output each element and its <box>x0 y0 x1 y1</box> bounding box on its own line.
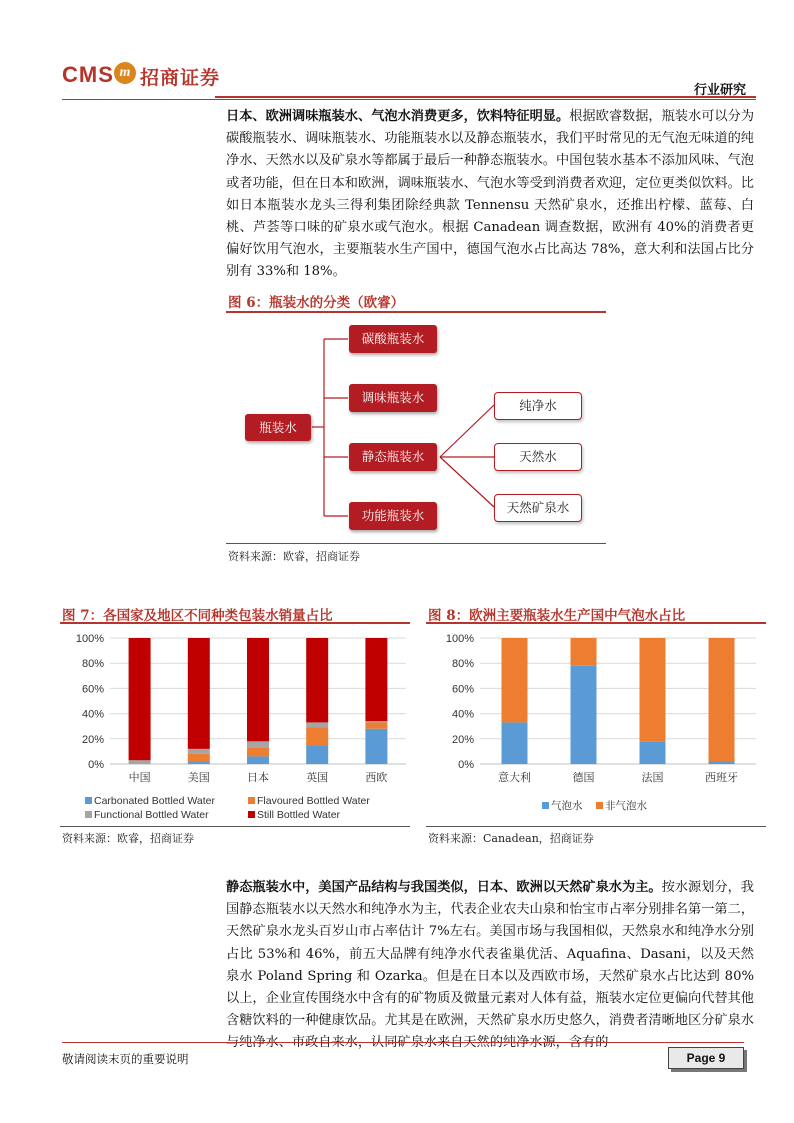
connector-mineral <box>440 457 494 507</box>
diagram-node-mineral-water: 天然矿泉水 <box>494 494 582 522</box>
bar-segment <box>306 727 328 745</box>
bar-segment <box>306 745 328 764</box>
x-tick-label: 美国 <box>187 771 210 784</box>
x-tick-label: 德国 <box>572 771 595 784</box>
y-tick-label: 60% <box>451 683 474 696</box>
bar-segment <box>502 638 528 722</box>
legend-label: Flavoured Bottled Water <box>257 795 370 807</box>
legend-label: 非气泡水 <box>605 800 647 812</box>
legend-label: Carbonated Bottled Water <box>94 795 216 807</box>
fig8-bottom-rule <box>426 826 766 827</box>
diagram-node-natural-water: 天然水 <box>494 443 582 471</box>
x-tick-label: 法国 <box>641 771 664 784</box>
legend-swatch <box>248 797 255 804</box>
legend-swatch <box>85 811 92 818</box>
logo-company-name: 招商证券 <box>140 67 221 89</box>
fig8-chart <box>426 626 766 826</box>
y-tick-label: 0% <box>88 759 104 771</box>
fig8-source: 资料来源：Canadean，招商证券 <box>428 832 594 845</box>
legend-swatch <box>248 811 255 818</box>
fig7-source: 资料来源：欧睿，招商证券 <box>62 832 194 845</box>
footer-divider <box>62 1042 744 1043</box>
header-divider <box>215 96 756 98</box>
y-tick-label: 100% <box>75 633 104 645</box>
footer-note: 敬请阅读末页的重要说明 <box>62 1052 189 1066</box>
y-tick-label: 40% <box>451 708 474 721</box>
fig8-title-rule <box>426 622 766 624</box>
logo-text: CMS <box>62 62 114 87</box>
bar-segment <box>640 638 666 741</box>
x-tick-label: 西欧 <box>365 771 388 784</box>
y-tick-label: 0% <box>458 759 474 771</box>
y-tick-label: 80% <box>451 658 474 671</box>
y-tick-label: 100% <box>445 633 474 645</box>
bar-segment <box>640 741 666 764</box>
y-tick-label: 20% <box>451 733 474 746</box>
bar-segment <box>188 749 210 754</box>
legend-label: 气泡水 <box>551 800 583 812</box>
fig6-source: 资料来源：欧睿，招商证券 <box>228 550 360 563</box>
bar-segment <box>188 638 210 749</box>
bar-segment <box>247 748 269 757</box>
bar-segment <box>365 638 387 721</box>
bar-segment <box>188 761 210 764</box>
y-tick-label: 60% <box>81 683 104 696</box>
bar-segment <box>365 729 387 764</box>
y-tick-label: 20% <box>81 733 104 746</box>
bar-segment <box>247 638 269 741</box>
diagram-node-carbonated: 碳酸瓶装水 <box>349 325 437 353</box>
connector-pure <box>440 405 494 457</box>
bar-segment <box>129 760 151 764</box>
fig7-title: 图 7：各国家及地区不同种类包装水销量占比 <box>62 608 333 624</box>
y-tick-label: 80% <box>81 658 104 671</box>
y-tick-label: 40% <box>81 708 104 721</box>
paragraph-2 <box>226 877 754 1055</box>
paragraph-1-body: 根据欧睿数据，瓶装水可以分为碳酸瓶装水、调味瓶装水、功能瓶装水以及静态瓶装水，我们平时常见的无气泡无味道的纯净水、天然水以及矿泉水等都属于最后一种静态瓶装水。中国包装水基本不添加风味、气泡或者功能，但在日本和欧洲，调味瓶装水、气泡水等受到消费者欢迎，定位更类似饮料。比如日本瓶装水龙头三得利集团除经典款 Tennensu 天然矿泉水，还推出柠檬、蓝莓、白桃、芦荟等口味的矿泉水或气泡水。根据 Canadean 调查数据，欧洲有 40%的消费者更偏好饮用气泡水，主要瓶装水生产国中，德国气泡水占比高达 78%，意大利和法国占比分别有 33%和 18%。 <box>226 109 755 280</box>
diagram-node-functional: 功能瓶装水 <box>349 502 437 530</box>
bar-segment <box>129 638 151 760</box>
bar-segment <box>306 638 328 722</box>
x-tick-label: 意大利 <box>498 771 531 784</box>
bar-segment <box>709 761 735 764</box>
fig6-bottom-rule <box>226 543 606 544</box>
diagram-node-still: 静态瓶装水 <box>349 443 437 471</box>
legend-swatch <box>85 797 92 804</box>
legend-swatch <box>596 802 603 809</box>
bar-segment <box>502 722 528 764</box>
fig7-bottom-rule <box>60 826 410 827</box>
bar-segment <box>571 638 597 666</box>
fig8-title: 图 8：欧洲主要瓶装水生产国中气泡水占比 <box>428 608 686 624</box>
x-tick-label: 中国 <box>128 771 151 784</box>
bar-segment <box>306 722 328 727</box>
bar-segment <box>188 754 210 762</box>
header-divider-thin <box>62 99 756 100</box>
legend-label: Still Bottled Water <box>257 809 341 821</box>
fig7-title-rule <box>60 622 410 624</box>
bar-segment <box>571 666 597 764</box>
legend-label: Functional Bottled Water <box>94 809 209 821</box>
diagram-node-pure-water: 纯净水 <box>494 392 582 420</box>
bar-segment <box>365 721 387 722</box>
paragraph-1 <box>226 106 754 284</box>
bar-segment <box>247 756 269 764</box>
page-number: Page 9 <box>668 1047 744 1069</box>
x-tick-label: 日本 <box>247 771 269 784</box>
paragraph-2-lead: 静态瓶装水中，美国产品结构与我国类似，日本、欧洲以天然矿泉水为主。 <box>226 880 662 895</box>
section-label: 行业研究 <box>693 83 746 98</box>
logo-badge-icon: m <box>114 62 136 84</box>
bar-segment <box>365 722 387 728</box>
legend-swatch <box>542 802 549 809</box>
paragraph-1-lead: 日本、欧洲调味瓶装水、气泡水消费更多，饮料特征明显。 <box>226 109 570 124</box>
fig6-title: 图 6：瓶装水的分类（欧睿） <box>228 295 405 311</box>
x-tick-label: 英国 <box>306 771 329 784</box>
diagram-root-node: 瓶装水 <box>245 414 311 441</box>
x-tick-label: 西班牙 <box>705 771 738 784</box>
paragraph-2-body: 按水源划分，我国静态瓶装水以天然水和纯净水为主，代表企业农夫山泉和怡宝市占率分别排名第一第二，天然矿泉水龙头百岁山市占率估计 7%左右。美国市场与我国相似，天然泉水和纯净水分别占比 53%和 46%，前五大品牌有纯净水代表雀巢优活、Aquafina、Dasani，以及天然泉水 Poland Spring 和 Ozarka。但是在日本以及西欧市场，天然矿泉水占比达到 80%以上，企业宣传围绕水中含有的矿物质及微量元素对人体有益，瓶装水定位更偏向代替其他含糖饮料的一种健康饮品。尤其是在欧洲，天然矿泉水历史悠久，消费者清晰地区分矿泉水与纯净水、市政自来水，认同矿泉水来自天然的纯净水源，含有的 <box>226 880 754 1051</box>
fig7-chart <box>60 626 410 826</box>
bar-segment <box>247 741 269 747</box>
bar-segment <box>709 638 735 761</box>
diagram-node-flavoured: 调味瓶装水 <box>349 384 437 412</box>
